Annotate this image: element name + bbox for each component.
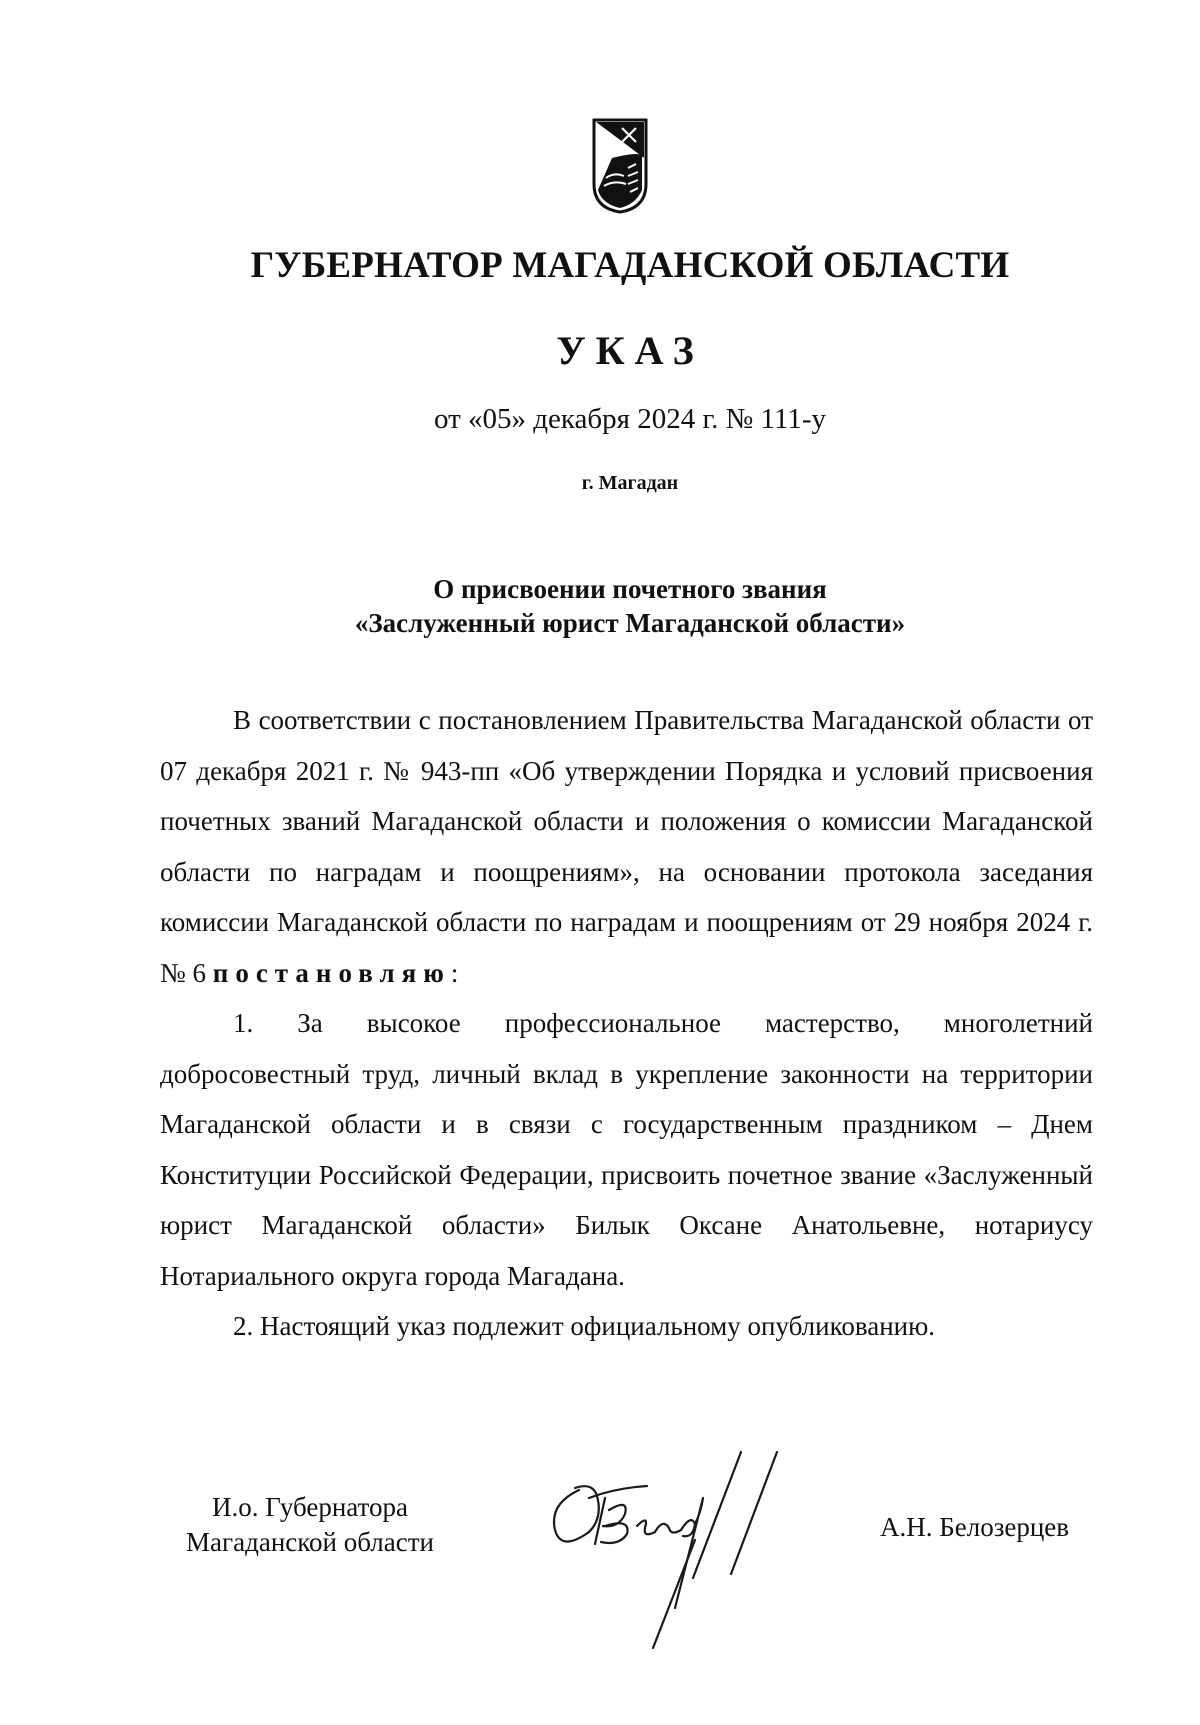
resolve-colon: : (450, 957, 459, 988)
position-line-1: И.о. Губернатора (211, 1492, 408, 1522)
document-type: УКАЗ (556, 328, 704, 373)
preamble-paragraph (160, 695, 1093, 998)
signatory-name: А.Н. Белозерцев (880, 1512, 1070, 1542)
position-line-2: Магаданской области (186, 1527, 434, 1557)
document-subject (0, 572, 1200, 640)
subject-line-2: «Заслуженный юрист Магаданской области» (354, 608, 906, 638)
preamble-text: В соответствии с постановлением Правительства Магаданской области от 07 декабря 2021 г. № 943-пп «Об утверждении Порядка и условий присвоения почетных званий Магаданской области и положения о комиссии Магаданской области по наградам и поощрениям», на основании протокола заседания комиссии Магаданской области по наградам и поощрениям от 29 ноября 2024 г. № 6 (160, 705, 1093, 988)
issuing-authority: ГУБЕРНАТОР МАГАДАНСКОЙ ОБЛАСТИ (250, 245, 1010, 286)
signatory-position (170, 1490, 450, 1560)
item-2-paragraph: 2. Настоящий указ подлежит официальному опубликованию. (233, 1311, 936, 1341)
document-place: г. Магадан (581, 472, 679, 494)
document-body (160, 695, 1093, 1352)
item-1-paragraph: 1. За высокое профессиональное мастерство, многолетний добросовестный труд, личный вклад в укрепление законности на территории Магаданской области и в связи с государственным праздником – Днем Конституции Российской Федерации, присвоить почетное звание «Заслуженный юрист Магаданской области» Билык Оксане Анатольевне, нотариусу Нотариального округа города Магадана. (160, 1008, 1093, 1291)
resolve-word: постановляю (212, 957, 451, 988)
subject-line-1: О присвоении почетного звания (433, 574, 827, 604)
handwritten-signature (545, 1448, 795, 1658)
document-date-number: от «05» декабря 2024 г. № 111-у (433, 403, 827, 435)
coat-of-arms-icon (592, 118, 648, 214)
